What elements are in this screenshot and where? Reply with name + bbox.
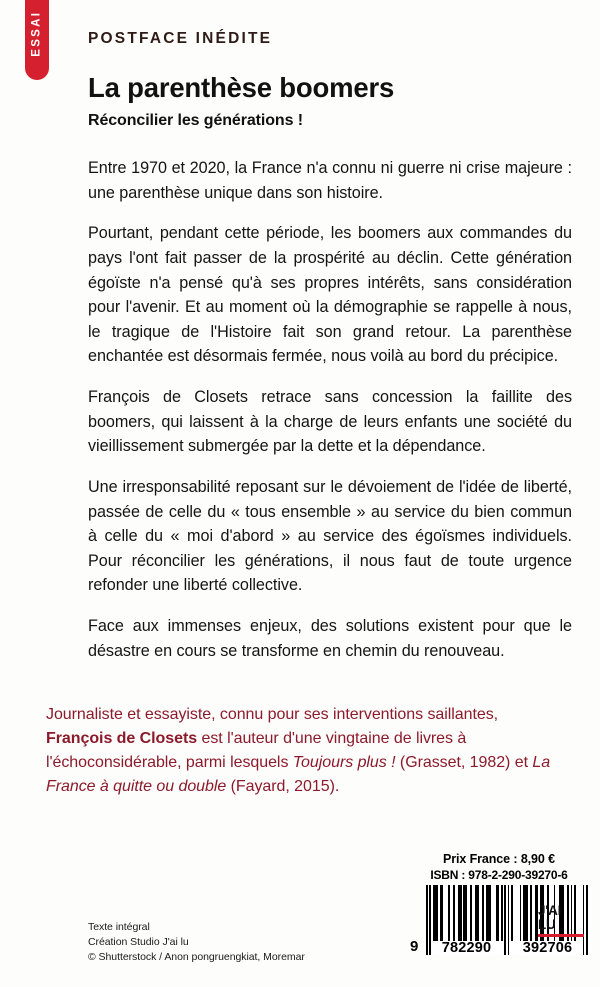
price-label: Prix France : 8,90 € bbox=[443, 852, 555, 866]
bio-works-intro: considérable, parmi lesquels bbox=[87, 754, 293, 771]
barcode-digits bbox=[426, 941, 588, 956]
publisher-logo-jai-lu bbox=[538, 904, 590, 937]
credit-line: © Shutterstock / Anon pongruengkiat, Moremar bbox=[88, 951, 305, 964]
collection-tab bbox=[25, 0, 49, 80]
collection-tab-label: ESSAI bbox=[30, 10, 43, 58]
kicker-postface-inedite: POSTFACE INÉDITE bbox=[88, 30, 273, 47]
publisher-logo-rule bbox=[538, 934, 584, 937]
blurb-paragraph: Face aux immenses enjeux, des solutions existent pour que le désastre en cours se transforme en chemin du renouveau. bbox=[88, 617, 572, 660]
author-name: François de Closets bbox=[46, 730, 198, 747]
credit-line: Création Studio J'ai lu bbox=[88, 936, 189, 949]
credit-line: Texte intégral bbox=[88, 921, 150, 933]
bio-work-2-publisher: (Fayard, 2015). bbox=[226, 778, 340, 795]
bio-work-title-1: Toujours plus ! bbox=[292, 754, 396, 771]
publisher-logo-line-2: LU bbox=[538, 917, 556, 933]
bio-work-title-2: La France à quitte ou double bbox=[46, 754, 551, 795]
barcode-leading-digit: 9 bbox=[410, 938, 419, 955]
bio-work-1-publisher: (Grasset, 1982) et bbox=[395, 754, 528, 771]
price-isbn-block bbox=[410, 852, 588, 883]
author-bio bbox=[46, 703, 566, 799]
barcode-digit-group-right: 392706 bbox=[522, 940, 573, 956]
page-subtitle: Réconcilier les générations ! bbox=[88, 111, 303, 129]
blurb-paragraph: Pourtant, pendant cette période, les boomers aux commandes du pays l'ont fait passer de la prospérité au déclin. Cette génération égoïste n'a pensé qu'à ses propres intérêts, sans considération pour l'avenir. Et au moment où la démographie se rappelle à nous, le tragique de l'Histoire fait son grand retour. La parenthèse enchantée est désormais fermée, nous voilà au bord du précipice. bbox=[88, 224, 572, 366]
publisher-credits bbox=[88, 920, 305, 966]
cover-content bbox=[88, 0, 572, 663]
page-title: La parenthèse boomers bbox=[88, 72, 395, 104]
blurb-text bbox=[88, 156, 572, 663]
cover-footer bbox=[0, 840, 600, 987]
blurb-paragraph: François de Closets retrace sans concession la faillite des boomers, qui laissent à la charge de leurs enfants une société du vieillissement submergée par la dette et la dépendance. bbox=[88, 388, 572, 456]
isbn-label: ISBN : 978-2-290-39270-6 bbox=[430, 867, 568, 882]
bio-intro: Journaliste et essayiste, connu pour ses interventions saillantes, bbox=[46, 706, 499, 723]
blurb-paragraph: Une irresponsabilité reposant sur le dévoiement de l'idée de liberté, passée de celle du « tous ensemble » au service du bien commun à celle du « moi d'abord » au service des égoïsmes individuels. Pour réconcilier les générations, il nous faut de toute urgence refonder une liberté collective. bbox=[88, 477, 572, 595]
barcode-digit-group-left: 782290 bbox=[441, 940, 492, 956]
blurb-paragraph: Entre 1970 et 2020, la France n'a connu ni guerre ni crise majeure : une parenthèse unique dans son histoire. bbox=[88, 159, 572, 202]
bio-after-name: est l'auteur d'une vingtaine de livres à l'écho bbox=[46, 730, 467, 771]
publisher-logo-line-1: J'AI bbox=[538, 903, 562, 918]
